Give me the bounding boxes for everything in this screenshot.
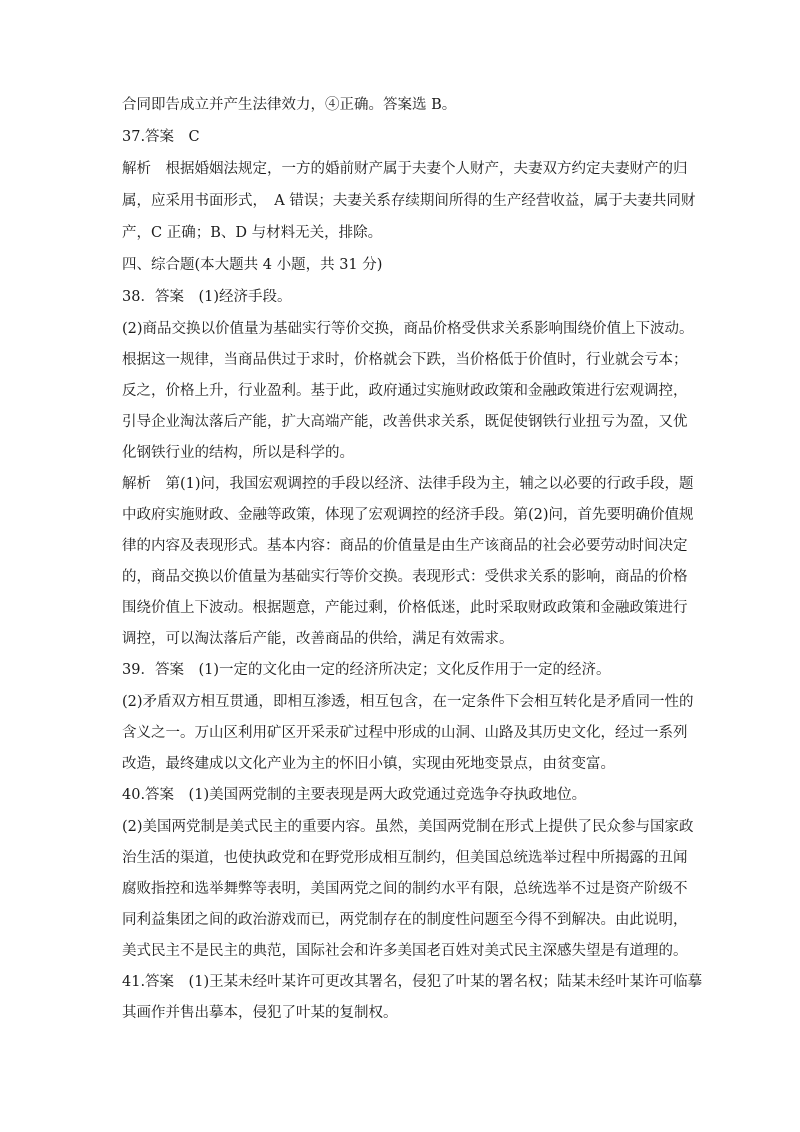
text-line: 同利益集团之间的政治游戏而已，两党制存在的制度性问题至今得不到解决。由此说明， [122, 912, 688, 928]
text-line: 合同即告成立并产生法律效力，④正确。答案选 B。 [122, 97, 457, 113]
answer-39-heading: 39．答案 (1)一定的文化由一定的经济所决定；文化反作用于一定的经济。 [122, 662, 611, 678]
text-line: 律的内容及表现形式。基本内容：商品的价值量是由生产该商品的社会必要劳动时间决定 [122, 538, 688, 554]
text-line: 改造，最终建成以文化产业为主的怀旧小镇，实现由死地变景点，由贫变富。 [122, 756, 615, 772]
section-heading: 四、综合题(本大题共 4 小题，共 31 分) [122, 257, 383, 273]
text-line: 产，C 正确；B、D 与材料无关，排除。 [122, 225, 383, 241]
answer-41-heading: 41.答案 (1)王某未经叶某许可更改其署名，侵犯了叶某的署名权；陆某未经叶某许可临摹 [122, 974, 703, 990]
text-line: (2)矛盾双方相互贯通，即相互渗透，相互包含，在一定条件下会相互转化是矛盾同一性的 [122, 694, 694, 710]
text-line: 腐败指控和选举舞弊等表明，美国两党之间的制约水平有限，总统选举不过是资产阶级不 [122, 881, 688, 897]
text-line: 解析 根据婚姻法规定，一方的婚前财产属于夫妻个人财产，夫妻双方约定夫妻财产的归 [122, 161, 688, 177]
text-line: 其画作并售出摹本，侵犯了叶某的复制权。 [122, 1005, 398, 1021]
text-line: (2)商品交换以价值量为基础实行等价交换，商品价格受供求关系影响围绕价值上下波动。 [122, 321, 694, 337]
answer-40-heading: 40.答案 (1)美国两党制的主要表现是两大政党通过竞选争夺执政地位。 [122, 787, 587, 803]
text-line: 属，应采用书面形式， A 错误；夫妻关系存续期间所得的生产经营收益，属于夫妻共同财 [122, 193, 696, 209]
text-line: (2)美国两党制是美式民主的重要内容。虽然，美国两党制在形式上提供了民众参与国家政 [122, 819, 694, 835]
text-line: 中政府实施财政、金融等政策，体现了宏观调控的经济手段。第(2)问，首先要明确价值规 [122, 507, 694, 523]
text-line: 反之，价格上升，行业盈利。基于此，政府通过实施财政政策和金融政策进行宏观调控， [122, 383, 688, 399]
text-line: 调控，可以淘汰落后产能，改善商品的供给，满足有效需求。 [122, 631, 514, 647]
answer-38-heading: 38．答案 (1)经济手段。 [122, 289, 292, 305]
text-line: 解析 第(1)问，我国宏观调控的手段以经济、法律手段为主，辅之以必要的行政手段，题 [122, 476, 694, 492]
text-line: 美式民主不是民主的典范，国际社会和许多美国老百姓对美式民主深感失望是有道理的。 [122, 943, 688, 959]
text-line: 引导企业淘汰落后产能，扩大高端产能，改善供求关系，既促使钢铁行业扭亏为盈，又优 [122, 414, 688, 430]
text-line: 治生活的渠道，也使执政党和在野党形成相互制约，但美国总统选举过程中所揭露的丑闻 [122, 850, 688, 866]
text-line: 围绕价值上下波动。根据题意，产能过剩，价格低迷，此时采取财政政策和金融政策进行 [122, 600, 688, 616]
text-line: 根据这一规律，当商品供过于求时，价格就会下跌，当价格低于价值时，行业就会亏本； [122, 352, 688, 368]
text-line: 的，商品交换以价值量为基础实行等价交换。表现形式：受供求关系的影响，商品的价格 [122, 569, 688, 585]
answer-37-heading: 37.答案 C [122, 129, 200, 145]
text-line: 化钢铁行业的结构，所以是科学的。 [122, 445, 354, 461]
text-line: 含义之一。万山区利用矿区开采汞矿过程中形成的山洞、山路及其历史文化，经过一系列 [122, 725, 688, 741]
